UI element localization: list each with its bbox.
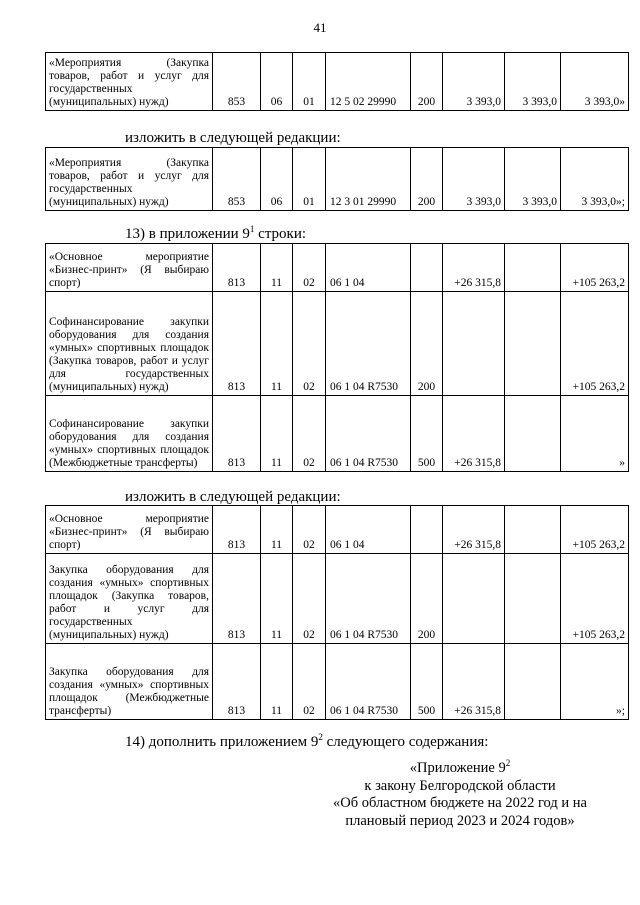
table-row <box>46 148 629 211</box>
cell-ministry-code: 813 <box>213 396 261 472</box>
cell-amount-2022: +26 315,8 <box>443 506 505 554</box>
cell-amount-2022: +26 315,8 <box>443 244 505 292</box>
appendix-line-1 <box>325 760 595 778</box>
cell-amount-2024: +105 263,2 <box>561 554 629 644</box>
table-row <box>46 506 629 554</box>
cell-ministry-code: 813 <box>213 506 261 554</box>
budget-table-revised-1 <box>45 147 629 211</box>
cell-ministry-code: 813 <box>213 244 261 292</box>
row-name: «Основное мероприятие «Бизнес-принт» (Я выбираю спорт) <box>46 244 213 292</box>
appendix-superscript: 2 <box>505 758 511 769</box>
cell-section: 06 <box>261 53 293 111</box>
cell-expense-type: 500 <box>411 644 443 720</box>
cell-amount-2024: »; <box>561 644 629 720</box>
cell-subsection: 01 <box>293 148 326 211</box>
cell-ministry-code: 813 <box>213 554 261 644</box>
item-13-heading <box>125 226 306 243</box>
cell-amount-2023: 3 393,0 <box>505 148 561 211</box>
cell-ministry-code: 813 <box>213 292 261 396</box>
cell-amount-2022: 3 393,0 <box>443 53 505 111</box>
cell-amount-2024: +105 263,2 <box>561 244 629 292</box>
item-13-superscript: 1 <box>249 224 255 234</box>
cell-expense-type <box>411 506 443 554</box>
row-name: «Мероприятия (Закупка товаров, работ и услуг для государственных (муниципальных) нужд) <box>46 53 213 111</box>
row-name: Софинансирование закупки оборудования для создания «умных» спортивных площадок (Закупка товаров, работ и услуг для государственных (муниципальных) нужд) <box>46 292 213 396</box>
cell-amount-2024: +105 263,2 <box>561 292 629 396</box>
cell-expense-type: 500 <box>411 396 443 472</box>
cell-subsection: 02 <box>293 244 326 292</box>
cell-expense-type: 200 <box>411 554 443 644</box>
table-row <box>46 644 629 720</box>
cell-expense-type: 200 <box>411 148 443 211</box>
cell-amount-2022: +26 315,8 <box>443 644 505 720</box>
cell-section: 11 <box>261 554 293 644</box>
cell-target-article: 06 1 04 <box>326 506 411 554</box>
appendix-line-2: к закону Белгородской области <box>364 777 556 794</box>
cell-amount-2023 <box>505 244 561 292</box>
appendix-header <box>325 760 595 830</box>
cell-target-article: 06 1 04 R7530 <box>326 396 411 472</box>
cell-amount-2023 <box>505 644 561 720</box>
cell-expense-type <box>411 244 443 292</box>
row-name: «Основное мероприятие «Бизнес-принт» (Я выбираю спорт) <box>46 506 213 554</box>
cell-amount-2022 <box>443 292 505 396</box>
item-13-text: 13) в приложении 9 <box>125 226 250 242</box>
cell-amount-2022: +26 315,8 <box>443 396 505 472</box>
cell-section: 11 <box>261 244 293 292</box>
cell-section: 11 <box>261 396 293 472</box>
cell-section: 06 <box>261 148 293 211</box>
appendix-line-4: плановый период 2023 и 2024 годов» <box>345 812 575 829</box>
cell-amount-2023 <box>505 292 561 396</box>
cell-target-article: 12 3 01 29990 <box>326 148 411 211</box>
cell-ministry-code: 853 <box>213 148 261 211</box>
item-14-superscript: 2 <box>318 732 323 742</box>
item-14-text-end: следующего содержания: <box>322 734 489 750</box>
appendix-line-3: «Об областном бюджете на 2022 год и на <box>333 795 587 811</box>
page-number: 41 <box>313 20 327 35</box>
cell-amount-2024: +105 263,2 <box>561 506 629 554</box>
cell-subsection: 02 <box>293 396 326 472</box>
table-row <box>46 292 629 396</box>
item-14-text: 14) дополнить приложением 9 <box>125 734 319 750</box>
table-row <box>46 554 629 644</box>
cell-amount-2023 <box>505 506 561 554</box>
appendix-title: «Приложение 9 <box>409 760 506 776</box>
edit-instruction-1: изложить в следующей редакции: <box>125 130 341 146</box>
cell-subsection: 02 <box>293 506 326 554</box>
cell-amount-2022: 3 393,0 <box>443 148 505 211</box>
budget-table-original-2 <box>45 243 629 472</box>
row-name: Софинансирование закупки оборудования для создания «умных» спортивных площадок (Межбюджетные трансферты) <box>46 396 213 472</box>
row-name: Закупка оборудования для создания «умных» спортивных площадок (Закупка товаров, работ и услуг для государственных (муниципальных) нужд) <box>46 554 213 644</box>
cell-amount-2023 <box>505 554 561 644</box>
cell-target-article: 06 1 04 R7530 <box>326 644 411 720</box>
cell-target-article: 06 1 04 R7530 <box>326 554 411 644</box>
item-14-heading <box>125 734 488 751</box>
cell-amount-2024: 3 393,0» <box>561 53 629 111</box>
row-name: Закупка оборудования для создания «умных» спортивных площадок (Межбюджетные трансферты) <box>46 644 213 720</box>
cell-amount-2024: » <box>561 396 629 472</box>
cell-subsection: 01 <box>293 53 326 111</box>
cell-section: 11 <box>261 506 293 554</box>
table-row <box>46 53 629 111</box>
row-name: «Мероприятия (Закупка товаров, работ и услуг для государственных (муниципальных) нужд) <box>46 148 213 211</box>
cell-target-article: 06 1 04 R7530 <box>326 292 411 396</box>
table-row <box>46 396 629 472</box>
cell-target-article: 12 5 02 29990 <box>326 53 411 111</box>
item-13-text-end: строки: <box>254 226 307 242</box>
cell-amount-2024: 3 393,0»; <box>561 148 629 211</box>
cell-amount-2023: 3 393,0 <box>505 53 561 111</box>
cell-expense-type: 200 <box>411 292 443 396</box>
cell-subsection: 02 <box>293 644 326 720</box>
cell-ministry-code: 853 <box>213 53 261 111</box>
table-row <box>46 244 629 292</box>
cell-amount-2022 <box>443 554 505 644</box>
cell-amount-2023 <box>505 396 561 472</box>
cell-ministry-code: 813 <box>213 644 261 720</box>
cell-expense-type: 200 <box>411 53 443 111</box>
cell-section: 11 <box>261 292 293 396</box>
edit-instruction-2: изложить в следующей редакции: <box>125 489 341 505</box>
cell-subsection: 02 <box>293 292 326 396</box>
cell-subsection: 02 <box>293 554 326 644</box>
budget-table-original-1 <box>45 52 629 111</box>
budget-table-revised-2 <box>45 505 629 720</box>
cell-target-article: 06 1 04 <box>326 244 411 292</box>
cell-section: 11 <box>261 644 293 720</box>
